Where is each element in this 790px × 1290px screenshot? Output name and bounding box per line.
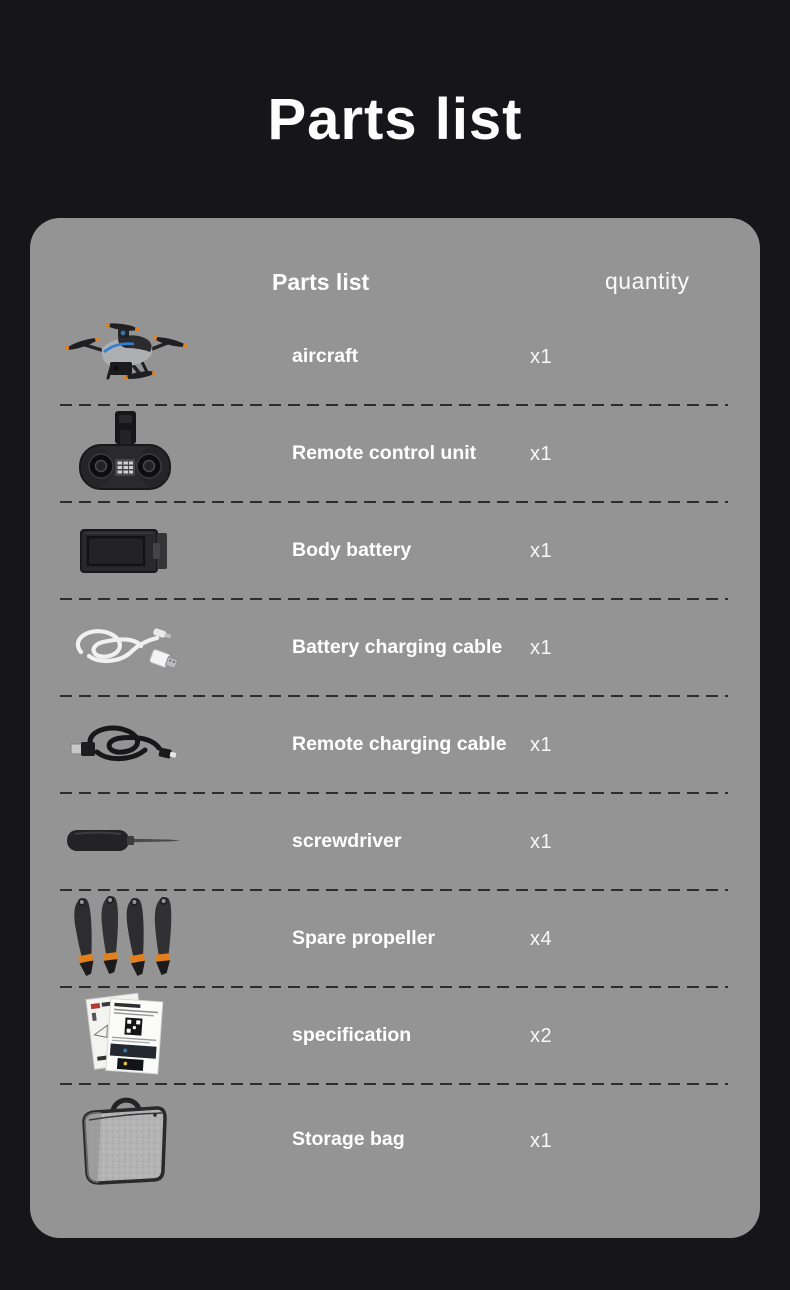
table-row bbox=[30, 1084, 760, 1232]
item-quantity: x1 bbox=[530, 831, 553, 854]
screwdriver-image bbox=[65, 826, 185, 856]
aircraft-image bbox=[60, 312, 190, 400]
item-image-cell bbox=[30, 892, 220, 984]
table-row bbox=[30, 696, 760, 793]
item-name: Storage bag bbox=[292, 1128, 405, 1151]
item-name: Spare propeller bbox=[292, 926, 436, 949]
table-row bbox=[30, 890, 760, 987]
item-image-cell bbox=[30, 992, 220, 1078]
table-row bbox=[30, 502, 760, 599]
item-quantity: x1 bbox=[530, 1129, 553, 1152]
body-battery-image bbox=[77, 521, 173, 579]
item-name: Remote control unit bbox=[292, 441, 477, 464]
item-quantity: x1 bbox=[530, 734, 553, 757]
item-quantity: x4 bbox=[530, 928, 553, 951]
item-quantity: x1 bbox=[530, 346, 553, 369]
remote-control-image bbox=[75, 410, 175, 496]
item-quantity: x1 bbox=[530, 637, 553, 660]
item-image-cell bbox=[30, 1094, 220, 1186]
item-image-cell bbox=[30, 716, 220, 772]
item-image-cell bbox=[30, 410, 220, 496]
item-image-cell bbox=[30, 312, 220, 400]
item-name: aircraft bbox=[292, 344, 359, 367]
item-quantity: x2 bbox=[530, 1025, 553, 1048]
item-name: Battery charging cable bbox=[292, 635, 503, 658]
table-row bbox=[30, 599, 760, 696]
table-row bbox=[30, 987, 760, 1084]
spare-propeller-image bbox=[70, 892, 180, 984]
remote-charging-cable-image bbox=[69, 716, 181, 772]
table-header bbox=[30, 218, 760, 308]
item-name: Remote charging cable bbox=[292, 732, 507, 755]
item-name: screwdriver bbox=[292, 829, 402, 852]
page-title: Parts list bbox=[267, 87, 523, 152]
parts-list-card bbox=[30, 218, 760, 1238]
header-quantity: quantity bbox=[605, 267, 690, 294]
item-image-cell bbox=[30, 521, 220, 579]
item-name: specification bbox=[292, 1023, 412, 1046]
storage-bag-image bbox=[75, 1094, 175, 1186]
battery-charging-cable-image bbox=[69, 618, 181, 676]
table-row bbox=[30, 308, 760, 405]
specification-image bbox=[82, 992, 168, 1078]
item-quantity: x1 bbox=[530, 443, 553, 466]
table-row bbox=[30, 405, 760, 502]
item-image-cell bbox=[30, 826, 220, 856]
item-name: Body battery bbox=[292, 538, 412, 561]
item-image-cell bbox=[30, 618, 220, 676]
item-quantity: x1 bbox=[530, 540, 553, 563]
table-row bbox=[30, 793, 760, 890]
header-parts-list: Parts list bbox=[272, 268, 370, 295]
